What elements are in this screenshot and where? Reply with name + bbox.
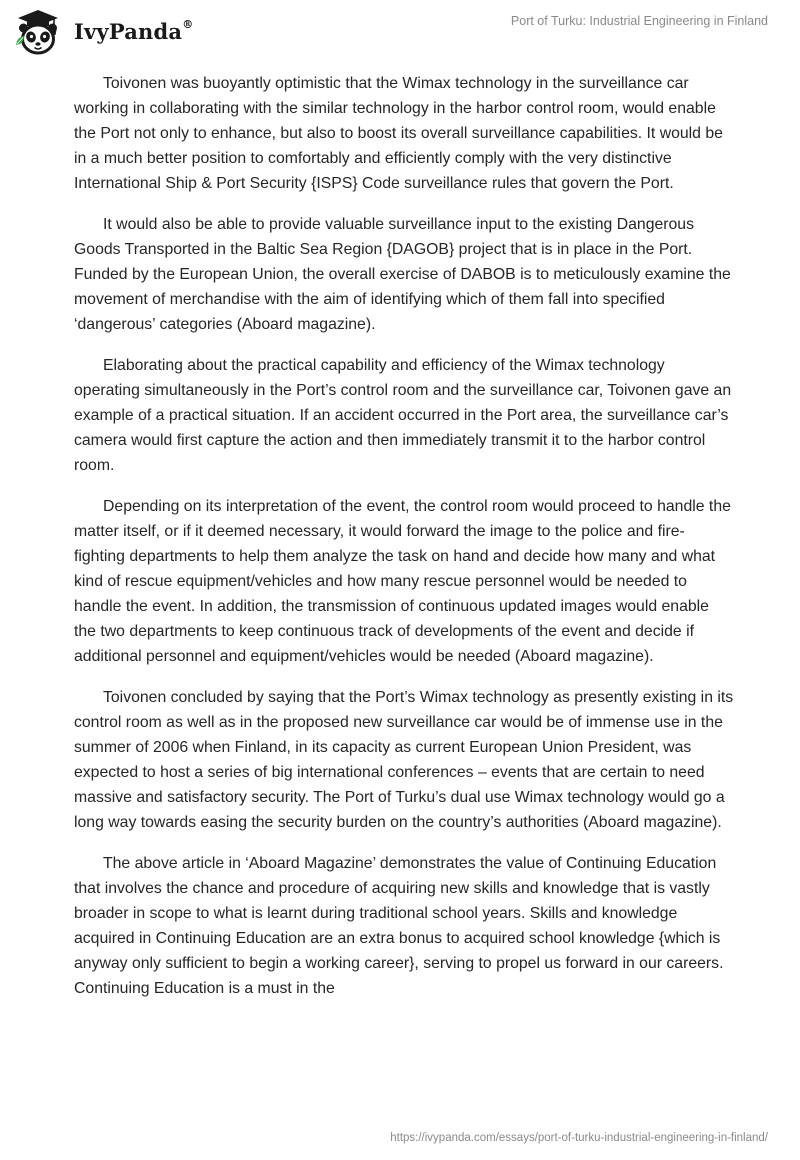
page-header	[0, 0, 800, 62]
paragraph-3: Elaborating about the practical capability and efficiency of the Wimax technology operating simultaneously in the Port’s control room and the surveillance car, Toivonen gave an example of a practical situation. If an accident occurred in the Port area, the surveillance car’s camera would first capture the action and then immediately transmit it to the harbor control room.	[74, 357, 732, 474]
panda-logo-icon	[14, 8, 62, 56]
registered-mark: ®	[182, 18, 194, 31]
source-url-link[interactable]: https://ivypanda.com/essays/port-of-turku-industrial-engineering-in-finland/	[390, 1132, 768, 1144]
logo-wordmark	[74, 19, 193, 44]
paragraph-5: Toivonen concluded by saying that the Port’s Wimax technology as presently existing in its control room as well as in the proposed new surveillance car would be of immense use in the summer of 2006 when Finland, in its capacity as current European Union President, was expected to host a series of big international conferences – events that are certain to need massive and satisfactory security. The Port of Turku’s dual use Wimax technology would go a long way towards easing the security burden on the country’s authorities (Aboard magazine).	[74, 689, 734, 831]
paragraph-2: It would also be able to provide valuable surveillance input to the existing Dangerous Goods Transported in the Baltic Sea Region {DAGOB} project that is in place in the Port. Funded by the European Union, the overall exercise of DABOB is to meticulously examine the movement of merchandise with the aim of identifying which of them fall into specified ‘dangerous’ categories (Aboard magazine).	[74, 216, 731, 333]
paragraph-4: Depending on its interpretation of the event, the control room would proceed to handle the matter itself, or if it deemed necessary, it would forward the image to the police and fire-fighting departments to help them analyze the task on hand and decide how many and what kind of rescue equipment/vehicles and how many rescue personnel would be needed to handle the event. In addition, the transmission of continuous updated images would enable the two departments to keep continuous track of developments of the event and decide if additional personnel and equipment/vehicles would be needed (Aboard magazine).	[74, 498, 731, 665]
ivypanda-logo[interactable]	[14, 8, 204, 56]
logo-text: IvyPanda	[74, 19, 183, 44]
paragraph-1: Toivonen was buoyantly optimistic that the Wimax technology in the surveillance car working in collaborating with the similar technology in the harbor control room, would enable the Port not only to enhance, but also to boost its overall surveillance capabilities. It would be in a much better position to comfortably and efficiently comply with the very distinctive International Ship & Port Security {ISPS} Code surveillance rules that govern the Port.	[74, 75, 723, 192]
essay-body	[74, 71, 734, 1017]
paragraph-6: The above article in ‘Aboard Magazine’ demonstrates the value of Continuing Education that involves the chance and procedure of acquiring new skills and knowledge that is vastly broader in scope to what is learnt during traditional school years. Skills and knowledge acquired in Continuing Education are an extra bonus to acquired school knowledge {which is anyway only sufficient to begin a working career}, serving to propel us forward in our careers. Continuing Education is a must in the	[74, 855, 724, 997]
document-title: Port of Turku: Industrial Engineering in Finland	[510, 14, 768, 28]
